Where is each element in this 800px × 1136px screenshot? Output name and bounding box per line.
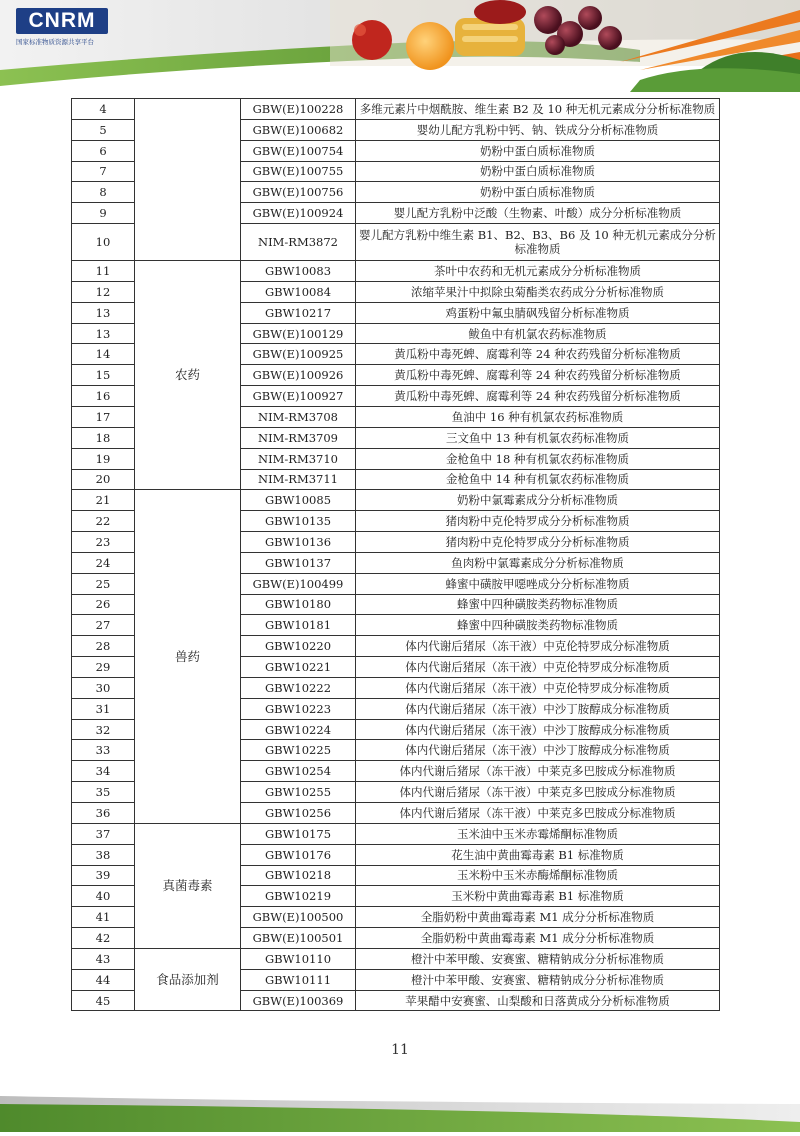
material-name: 全脂奶粉中黄曲霉毒素 M1 成分分析标准物质 <box>356 907 720 928</box>
material-name: 奶粉中蛋白质标准物质 <box>356 161 720 182</box>
material-code: GBW(E)100924 <box>241 203 356 224</box>
row-number: 16 <box>72 386 135 407</box>
banner-graphic <box>0 0 800 92</box>
row-number: 20 <box>72 469 135 490</box>
material-name: 鸡蛋粉中氟虫腈砜残留分析标准物质 <box>356 302 720 323</box>
material-code: NIM-RM3710 <box>241 448 356 469</box>
material-name: 婴儿配方乳粉中泛酸（生物素、叶酸）成分分析标准物质 <box>356 203 720 224</box>
row-number: 24 <box>72 552 135 573</box>
material-name: 花生油中黄曲霉毒素 B1 标准物质 <box>356 844 720 865</box>
row-number: 45 <box>72 990 135 1011</box>
logo-text: CNRM <box>16 8 108 34</box>
material-code: GBW10218 <box>241 865 356 886</box>
row-number: 27 <box>72 615 135 636</box>
material-code: GBW(E)100925 <box>241 344 356 365</box>
row-number: 40 <box>72 886 135 907</box>
material-code: GBW10255 <box>241 782 356 803</box>
table-body <box>72 99 720 1011</box>
material-code: GBW10110 <box>241 948 356 969</box>
row-number: 9 <box>72 203 135 224</box>
logo-subtitle: 国家标准物质资源共享平台 <box>16 38 94 46</box>
material-code: NIM-RM3708 <box>241 406 356 427</box>
material-name: 橙汁中苯甲酸、安赛蜜、糖精钠成分分析标准物质 <box>356 948 720 969</box>
material-code: GBW10220 <box>241 636 356 657</box>
row-number: 37 <box>72 823 135 844</box>
material-name: 鱼油中 16 种有机氯农药标准物质 <box>356 406 720 427</box>
row-number: 38 <box>72 844 135 865</box>
material-name: 蜂蜜中四种磺胺类药物标准物质 <box>356 594 720 615</box>
material-name: 奶粉中氯霉素成分分析标准物质 <box>356 490 720 511</box>
table-row <box>72 261 720 282</box>
material-name: 奶粉中蛋白质标准物质 <box>356 182 720 203</box>
material-code: NIM-RM3709 <box>241 427 356 448</box>
material-code: GBW(E)100129 <box>241 323 356 344</box>
row-number: 13 <box>72 323 135 344</box>
row-number: 15 <box>72 365 135 386</box>
material-name: 金枪鱼中 14 种有机氯农药标准物质 <box>356 469 720 490</box>
row-number: 31 <box>72 698 135 719</box>
material-code: GBW10224 <box>241 719 356 740</box>
material-code: GBW10256 <box>241 803 356 824</box>
row-number: 8 <box>72 182 135 203</box>
material-code: GBW(E)100926 <box>241 365 356 386</box>
table-row <box>72 823 720 844</box>
material-code: GBW(E)100500 <box>241 907 356 928</box>
material-name: 体内代谢后猪尿（冻干液）中沙丁胺醇成分标准物质 <box>356 719 720 740</box>
material-code: GBW10136 <box>241 532 356 553</box>
material-name: 蜂蜜中磺胺甲噁唑成分分析标准物质 <box>356 573 720 594</box>
material-name: 茶叶中农药和无机元素成分分析标准物质 <box>356 261 720 282</box>
material-code: GBW10083 <box>241 261 356 282</box>
row-number: 17 <box>72 406 135 427</box>
table-row <box>72 490 720 511</box>
material-code: NIM-RM3711 <box>241 469 356 490</box>
material-code: GBW10219 <box>241 886 356 907</box>
material-name: 橙汁中苯甲酸、安赛蜜、糖精钠成分分析标准物质 <box>356 969 720 990</box>
row-number: 25 <box>72 573 135 594</box>
footer-graphic <box>0 1082 800 1132</box>
category-cell: 兽药 <box>135 490 241 824</box>
row-number: 30 <box>72 677 135 698</box>
material-name: 黄瓜粉中毒死蜱、腐霉利等 24 种农药残留分析标准物质 <box>356 365 720 386</box>
material-code: GBW10181 <box>241 615 356 636</box>
material-code: GBW10225 <box>241 740 356 761</box>
material-name: 多维元素片中烟酰胺、维生素 B2 及 10 种无机元素成分分析标准物质 <box>356 99 720 120</box>
row-number: 11 <box>72 261 135 282</box>
material-name: 鲅鱼中有机氯农药标准物质 <box>356 323 720 344</box>
material-name: 体内代谢后猪尿（冻干液）中莱克多巴胺成分标准物质 <box>356 761 720 782</box>
header-banner <box>0 0 800 92</box>
material-name: 体内代谢后猪尿（冻干液）中莱克多巴胺成分标准物质 <box>356 782 720 803</box>
material-name: 金枪鱼中 18 种有机氯农药标准物质 <box>356 448 720 469</box>
material-code: GBW10223 <box>241 698 356 719</box>
category-cell: 农药 <box>135 261 241 490</box>
row-number: 44 <box>72 969 135 990</box>
material-code: GBW10111 <box>241 969 356 990</box>
material-name: 体内代谢后猪尿（冻干液）中沙丁胺醇成分标准物质 <box>356 698 720 719</box>
table-row <box>72 99 720 120</box>
row-number: 4 <box>72 99 135 120</box>
row-number: 12 <box>72 281 135 302</box>
material-code: NIM-RM3872 <box>241 224 356 261</box>
material-name: 玉米油中玉米赤霉烯酮标准物质 <box>356 823 720 844</box>
row-number: 14 <box>72 344 135 365</box>
category-cell: 食品添加剂 <box>135 948 241 1011</box>
category-cell: 真菌毒素 <box>135 823 241 948</box>
material-code: GBW10221 <box>241 657 356 678</box>
material-name: 三文鱼中 13 种有机氯农药标准物质 <box>356 427 720 448</box>
row-number: 18 <box>72 427 135 448</box>
material-code: GBW(E)100755 <box>241 161 356 182</box>
material-code: GBW(E)100228 <box>241 99 356 120</box>
row-number: 34 <box>72 761 135 782</box>
material-code: GBW(E)100501 <box>241 928 356 949</box>
row-number: 26 <box>72 594 135 615</box>
material-name: 全脂奶粉中黄曲霉毒素 M1 成分分析标准物质 <box>356 928 720 949</box>
material-name: 浓缩苹果汁中拟除虫菊酯类农药成分分析标准物质 <box>356 281 720 302</box>
material-name: 黄瓜粉中毒死蜱、腐霉利等 24 种农药残留分析标准物质 <box>356 386 720 407</box>
row-number: 29 <box>72 657 135 678</box>
row-number: 42 <box>72 928 135 949</box>
row-number: 41 <box>72 907 135 928</box>
cnrm-logo <box>16 8 120 48</box>
material-name: 婴儿配方乳粉中维生素 B1、B2、B3、B6 及 10 种无机元素成分分析标准物质 <box>356 224 720 261</box>
material-code: GBW(E)100756 <box>241 182 356 203</box>
row-number: 13 <box>72 302 135 323</box>
material-code: GBW10254 <box>241 761 356 782</box>
material-name: 体内代谢后猪尿（冻干液）中克伦特罗成分标准物质 <box>356 636 720 657</box>
material-name: 体内代谢后猪尿（冻干液）中克伦特罗成分标准物质 <box>356 657 720 678</box>
row-number: 33 <box>72 740 135 761</box>
material-name: 猪肉粉中克伦特罗成分分析标准物质 <box>356 532 720 553</box>
material-code: GBW(E)100499 <box>241 573 356 594</box>
category-cell <box>135 99 241 261</box>
material-code: GBW10085 <box>241 490 356 511</box>
material-name: 苹果醋中安赛蜜、山梨酸和日落黄成分分析标准物质 <box>356 990 720 1011</box>
row-number: 19 <box>72 448 135 469</box>
row-number: 10 <box>72 224 135 261</box>
reference-materials-table <box>71 98 720 1011</box>
table-row <box>72 948 720 969</box>
material-code: GBW10217 <box>241 302 356 323</box>
material-code: GBW(E)100754 <box>241 140 356 161</box>
material-code: GBW10175 <box>241 823 356 844</box>
row-number: 22 <box>72 511 135 532</box>
material-code: GBW10084 <box>241 281 356 302</box>
material-code: GBW10176 <box>241 844 356 865</box>
page-number: 11 <box>391 1042 409 1058</box>
material-code: GBW10180 <box>241 594 356 615</box>
material-name: 奶粉中蛋白质标准物质 <box>356 140 720 161</box>
row-number: 36 <box>72 803 135 824</box>
row-number: 21 <box>72 490 135 511</box>
row-number: 7 <box>72 161 135 182</box>
material-name: 蜂蜜中四种磺胺类药物标准物质 <box>356 615 720 636</box>
row-number: 5 <box>72 119 135 140</box>
row-number: 32 <box>72 719 135 740</box>
material-name: 玉米粉中玉米赤酶烯酮标准物质 <box>356 865 720 886</box>
material-name: 体内代谢后猪尿（冻干液）中沙丁胺醇成分标准物质 <box>356 740 720 761</box>
material-name: 婴幼儿配方乳粉中钙、钠、铁成分分析标准物质 <box>356 119 720 140</box>
row-number: 35 <box>72 782 135 803</box>
material-name: 玉米粉中黄曲霉毒素 B1 标准物质 <box>356 886 720 907</box>
row-number: 28 <box>72 636 135 657</box>
material-code: GBW(E)100369 <box>241 990 356 1011</box>
row-number: 6 <box>72 140 135 161</box>
row-number: 39 <box>72 865 135 886</box>
material-code: GBW10222 <box>241 677 356 698</box>
footer-banner <box>0 1082 800 1132</box>
material-name: 体内代谢后猪尿（冻干液）中莱克多巴胺成分标准物质 <box>356 803 720 824</box>
material-code: GBW(E)100682 <box>241 119 356 140</box>
material-name: 体内代谢后猪尿（冻干液）中克伦特罗成分标准物质 <box>356 677 720 698</box>
row-number: 23 <box>72 532 135 553</box>
row-number: 43 <box>72 948 135 969</box>
material-code: GBW10135 <box>241 511 356 532</box>
material-name: 黄瓜粉中毒死蜱、腐霉利等 24 种农药残留分析标准物质 <box>356 344 720 365</box>
material-code: GBW(E)100927 <box>241 386 356 407</box>
material-name: 鱼肉粉中氯霉素成分分析标准物质 <box>356 552 720 573</box>
material-name: 猪肉粉中克伦特罗成分分析标准物质 <box>356 511 720 532</box>
material-code: GBW10137 <box>241 552 356 573</box>
